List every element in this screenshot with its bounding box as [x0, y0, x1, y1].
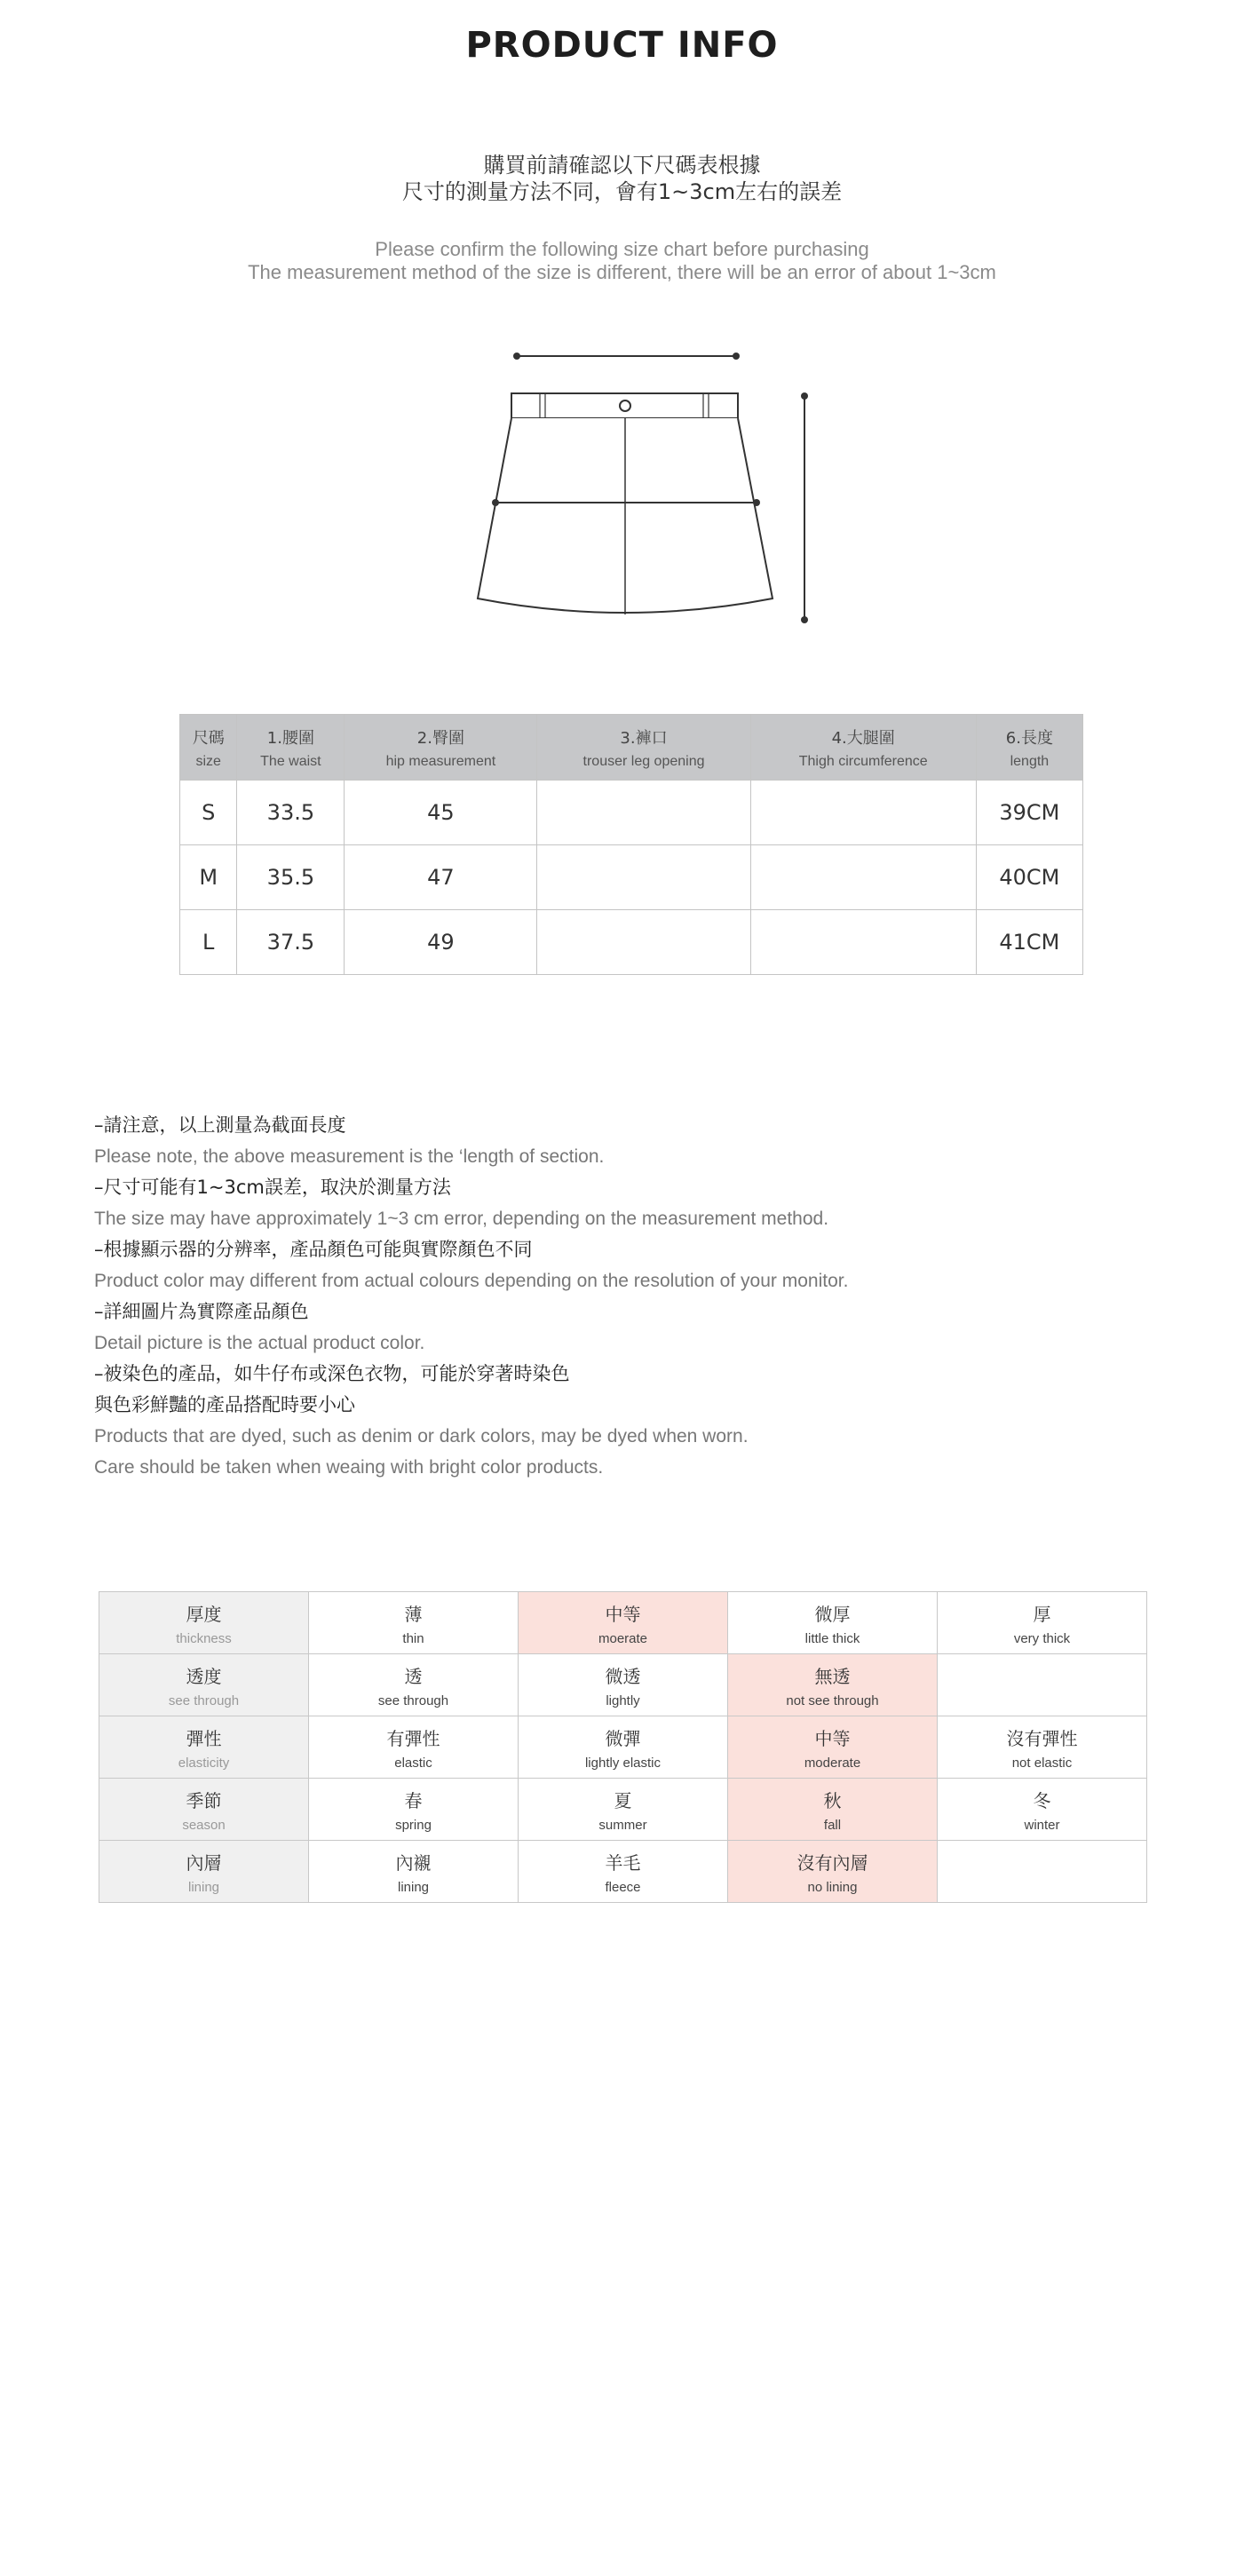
- waist-cell: 33.5: [237, 781, 345, 845]
- note-en: Care should be taken when weaing with bright color products.: [94, 1457, 604, 1478]
- attribute-option-cn: 沒有內層: [796, 1851, 868, 1874]
- size-cell: L: [180, 910, 237, 975]
- attribute-option-en: fleece: [605, 1879, 641, 1895]
- attribute-label: [99, 1592, 309, 1654]
- attribute-row: [99, 1716, 1147, 1779]
- fabric-attributes-table: [99, 1591, 1147, 1903]
- note-en: The size may have approximately 1~3 cm error, depending on the measurement method.: [94, 1209, 829, 1229]
- attribute-option-en: see through: [377, 1692, 449, 1708]
- hip-header: [345, 715, 537, 781]
- attribute-label-cn: 厚度: [186, 1603, 222, 1625]
- note-en: Product color may different from actual colours depending on the resolution of your monitor.: [94, 1271, 849, 1291]
- note-cn: 與色彩鮮豔的產品搭配時要小心: [94, 1394, 355, 1415]
- attribute-option-cn: 羊毛: [605, 1851, 641, 1874]
- attribute-option-en: little thick: [804, 1630, 860, 1646]
- length-cell: 41CM: [976, 910, 1082, 975]
- attribute-option-cn: 內襯: [395, 1851, 432, 1874]
- attribute-option: [309, 1841, 519, 1903]
- length-cell: 40CM: [976, 845, 1082, 910]
- size-cell: M: [180, 845, 237, 910]
- attribute-option-en: no lining: [807, 1879, 858, 1895]
- attribute-option-en: summer: [598, 1817, 647, 1833]
- length-header-en: length: [1010, 753, 1050, 769]
- attribute-option-en: not elastic: [1011, 1755, 1073, 1771]
- attribute-option-en: winter: [1024, 1817, 1060, 1833]
- waist-cell: 37.5: [237, 910, 345, 975]
- attribute-option: [938, 1841, 1147, 1903]
- attribute-option-en: lightly elastic: [584, 1755, 662, 1771]
- thigh-header-cn: 4.大腿圍: [831, 728, 895, 748]
- attribute-option-selected: [728, 1716, 938, 1779]
- attribute-option-cn: 春: [404, 1789, 423, 1811]
- note-cn: –詳細圖片為實際產品顏色: [94, 1301, 309, 1322]
- attribute-option-selected: [728, 1779, 938, 1841]
- attribute-option-cn: 有彈性: [386, 1727, 440, 1749]
- attribute-option: [309, 1716, 519, 1779]
- attribute-option: [728, 1592, 938, 1654]
- attribute-label-cn: 透度: [186, 1665, 222, 1687]
- note-cn: –根據顯示器的分辨率，產品顏色可能與實際顏色不同: [94, 1239, 533, 1260]
- attribute-option-cn: 微透: [605, 1665, 641, 1687]
- attribute-label-en: thickness: [176, 1630, 232, 1646]
- thigh-header-en: Thigh circumference: [798, 753, 928, 769]
- attribute-label-en: elasticity: [178, 1755, 230, 1771]
- length-header: [976, 715, 1082, 781]
- thigh-header: [750, 715, 976, 781]
- hip-header-en: hip measurement: [385, 753, 496, 769]
- attribute-row: [99, 1592, 1147, 1654]
- attribute-label-en: season: [182, 1817, 226, 1833]
- size-row-m: [180, 845, 1083, 910]
- attribute-option-cn: 中等: [814, 1727, 851, 1749]
- intro-cn-line-2: 尺寸的測量方法不同，會有1~3cm左右的誤差: [401, 179, 843, 204]
- attribute-option: [309, 1779, 519, 1841]
- thigh-cell: [750, 845, 976, 910]
- attribute-option-selected: [728, 1841, 938, 1903]
- intro-cn-line-1: 購買前請確認以下尺碼表根據: [483, 153, 761, 178]
- attribute-option: [309, 1592, 519, 1654]
- page-title: PRODUCT INFO: [465, 25, 779, 66]
- intro-en-line-1: Please confirm the following size chart before purchasing: [375, 238, 869, 260]
- attribute-option: [938, 1716, 1147, 1779]
- attribute-row: [99, 1654, 1147, 1716]
- hip-header-cn: 2.臀圍: [416, 728, 464, 748]
- note-cn: –被染色的產品，如牛仔布或深色衣物，可能於穿著時染色: [94, 1363, 570, 1384]
- attribute-option: [519, 1716, 728, 1779]
- leg-opening-cell: [537, 781, 750, 845]
- attribute-option-en: moerate: [598, 1630, 648, 1646]
- skirt-measurement-diagram-icon: [444, 337, 817, 639]
- attribute-option-cn: 微彈: [605, 1727, 641, 1749]
- intro-en-line-2: The measurement method of the size is different, there will be an error of about 1~3cm: [248, 261, 996, 283]
- attribute-label: [99, 1716, 309, 1779]
- thigh-cell: [750, 781, 976, 845]
- attribute-option-cn: 沒有彈性: [1006, 1727, 1078, 1749]
- attribute-label-cn: 季節: [186, 1789, 222, 1811]
- thigh-cell: [750, 910, 976, 975]
- size-header-cn: 尺碼: [192, 728, 225, 748]
- attribute-option-cn: 厚: [1033, 1603, 1051, 1625]
- attribute-option-en: lightly: [606, 1692, 640, 1708]
- note-en: Detail picture is the actual product color.: [94, 1333, 425, 1353]
- hip-cell: 45: [345, 781, 537, 845]
- attribute-option-en: not see through: [786, 1692, 879, 1708]
- leg-opening-cell: [537, 910, 750, 975]
- leg-opening-header-cn: 3.褲口: [620, 728, 668, 748]
- leg-opening-cell: [537, 845, 750, 910]
- attribute-row: [99, 1841, 1147, 1903]
- size-row-l: [180, 910, 1083, 975]
- size-cell: S: [180, 781, 237, 845]
- attribute-option-cn: 中等: [605, 1603, 641, 1625]
- attribute-option: [309, 1654, 519, 1716]
- care-notes: [94, 1110, 1160, 1483]
- attribute-label: [99, 1779, 309, 1841]
- attribute-option-en: moderate: [804, 1755, 861, 1771]
- attribute-option-en: fall: [823, 1817, 842, 1833]
- waist-header-en: The waist: [260, 753, 321, 769]
- attribute-label: [99, 1841, 309, 1903]
- attribute-option-cn: 無透: [814, 1665, 851, 1687]
- attribute-option-en: thin: [402, 1630, 424, 1646]
- size-chart-table: [179, 714, 1083, 975]
- note-cn: –請注意，以上測量為截面長度: [94, 1114, 346, 1136]
- waist-header-cn: 1.腰圍: [266, 728, 314, 748]
- attribute-option: [519, 1841, 728, 1903]
- attribute-option-cn: 秋: [823, 1789, 842, 1811]
- note-en: Please note, the above measurement is the ‘length of section.: [94, 1146, 605, 1167]
- attribute-option: [519, 1779, 728, 1841]
- hip-cell: 49: [345, 910, 537, 975]
- size-header: [180, 715, 237, 781]
- attribute-option-cn: 透: [404, 1665, 423, 1687]
- attribute-label: [99, 1654, 309, 1716]
- attribute-label-en: lining: [187, 1879, 220, 1895]
- attribute-option-cn: 夏: [614, 1789, 632, 1811]
- note-cn: –尺寸可能有1~3cm誤差，取決於測量方法: [94, 1177, 451, 1198]
- leg-opening-header: [537, 715, 750, 781]
- attribute-label-en: see through: [168, 1692, 240, 1708]
- attribute-label-cn: 彈性: [186, 1727, 222, 1749]
- attribute-option-selected: [519, 1592, 728, 1654]
- attribute-option: [938, 1592, 1147, 1654]
- hip-cell: 47: [345, 845, 537, 910]
- attribute-option-selected: [728, 1654, 938, 1716]
- attribute-option-en: elastic: [394, 1755, 432, 1771]
- attribute-option-cn: 薄: [404, 1603, 423, 1625]
- attribute-option-cn: 微厚: [814, 1603, 851, 1625]
- size-row-s: [180, 781, 1083, 845]
- attribute-option-en: spring: [395, 1817, 432, 1833]
- attribute-option-en: very thick: [1013, 1630, 1071, 1646]
- attribute-label-cn: 內層: [186, 1851, 222, 1874]
- length-cell: 39CM: [976, 781, 1082, 845]
- attribute-option: [519, 1654, 728, 1716]
- size-chart-header-row: [180, 715, 1083, 781]
- attribute-option-en: lining: [397, 1879, 430, 1895]
- waist-header: [237, 715, 345, 781]
- length-header-cn: 6.長度: [1005, 728, 1053, 748]
- waist-cell: 35.5: [237, 845, 345, 910]
- size-header-en: size: [195, 753, 221, 769]
- attribute-row: [99, 1779, 1147, 1841]
- attribute-option: [938, 1779, 1147, 1841]
- attribute-option-cn: 冬: [1033, 1789, 1051, 1811]
- attribute-option: [938, 1654, 1147, 1716]
- leg-opening-header-en: trouser leg opening: [582, 753, 705, 769]
- note-en: Products that are dyed, such as denim or dark colors, may be dyed when worn.: [94, 1426, 749, 1447]
